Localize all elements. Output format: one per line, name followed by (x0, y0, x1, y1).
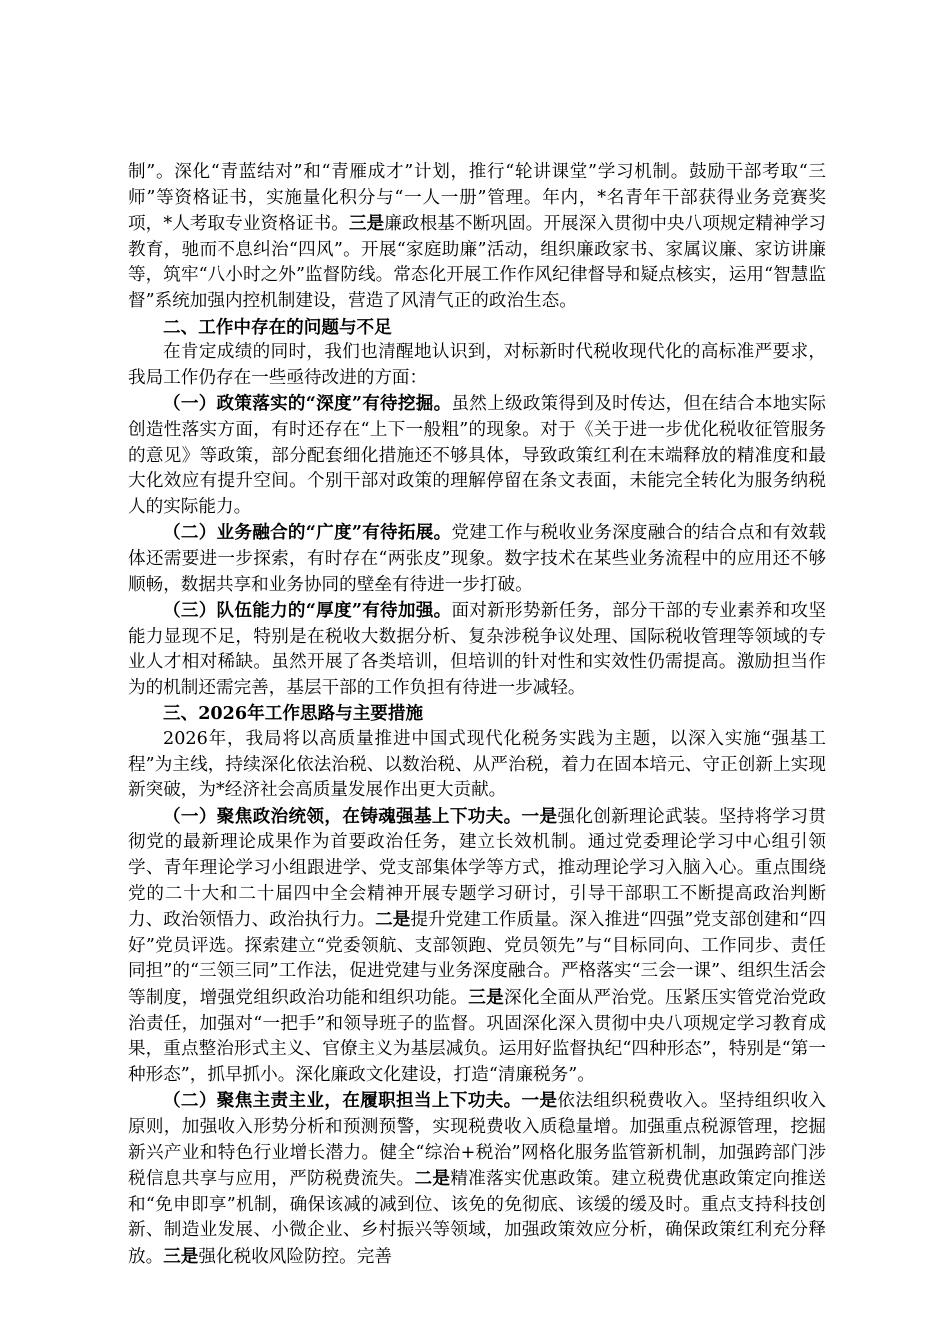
bold-text-run: （一）政策落实的“深度”有待挖掘。 (163, 393, 452, 415)
text-run: 廉政根基不断巩固。开展深入贯彻中央八项规定精神学习教育，驰而不息纠治“四风”。开展“家庭助廉”活动，组织廉政家书、家属议廉、家访讲廉等，筑牢“八小时之外”监督防线。常态化开展工作作风纪律督导和疑点核实，运用“智慧监督”系统加强内控机制建设，营造了风清气正的政治生态。 (128, 214, 826, 311)
document-body (128, 160, 826, 1271)
bold-text-run: （三）队伍能力的“厚度”有待加强。 (163, 600, 452, 622)
text-run: 提升党建工作质量。深入推进“四强”党支部创建和“四好”党员评选。探索建立“党委领航、支部领跑、党员领先”与“目标同向、工作同步、责任同担”的“三领三同”工作法，促进党建与业务深度融合。严格落实“三会一课”、组织生活会等制度，增强党组织政治功能和组织功能。 (128, 910, 826, 1008)
bold-text-run: （二）聚焦主责主业，在履职担当上下功夫。 (163, 1090, 522, 1112)
bold-text-run: 二是 (375, 909, 411, 931)
body-paragraph (128, 804, 826, 1089)
body-paragraph (128, 391, 826, 520)
body-paragraph (128, 340, 826, 391)
text-run: 制”。深化“青蓝结对”和“青雁成才”计划，推行“轮讲课堂”学习机制。鼓励干部考取“三师”等资格证书，实施量化积分与“一人一册”管理。年内，*名青年干部获得业务竞赛奖项，*人考取专业资格证书。 (128, 162, 826, 235)
section-heading (128, 315, 826, 341)
text-run: 虽然上级政策得到及时传达，但在结合本地实际创造性落实方面，有时还存在“上下一般粗”的现象。对于《关于进一步优化税收征管服务的意见》等政策，部分配套细化措施还不够具体，导致政策红利在末端释放的精准度和最大化效应有提升空间。个别干部对政策的理解停留在条文表面，未能完全转化为服务纳税人的实际能力。 (128, 394, 826, 517)
body-paragraph (128, 160, 826, 315)
text-run: 强化税收风险防控。完善 (198, 1246, 392, 1267)
bold-text-run: 二是 (414, 1168, 451, 1190)
text-run: 深化全面从严治党。压紧压实管党治党政治责任，加强对“一把手”和领导班子的监督。巩固深化深入贯彻中央八项规定学习教育成果，重点整治形式主义、官僚主义为基层减负。运用好监督执纪“四种形态”，特别是“第一种形态”，抓早抓小。深化廉政文化建设，打造“清廉税务”。 (128, 988, 826, 1085)
bold-text-run: 三、2026年工作思路与主要措施 (163, 703, 424, 725)
body-paragraph (128, 1088, 826, 1270)
text-run: 依法组织税费收入。坚持组织收入原则，加强收入形势分析和预测预警，实现税费收入质稳量增。加强重点税源管理，挖掘新兴产业和特色行业增长潜力。健全“综治+税治”网格化服务监管新机制，加强跨部门涉税信息共享与应用，严防税费流失。 (128, 1091, 826, 1190)
text-run: 党建工作与税收业务深度融合的结合点和有效载体还需要进一步探索，有时存在“两张皮”现象。数字技术在某些业务流程中的应用还不够顺畅，数据共享和业务协同的壁垒有待进一步打破。 (128, 523, 826, 595)
bold-text-run: 一是 (521, 805, 558, 827)
section-heading (128, 701, 826, 727)
bold-text-run: （一）聚焦政治统领，在铸魂强基上下功夫。 (163, 805, 522, 827)
bold-text-run: 三是 (163, 1245, 199, 1267)
bold-text-run: 三是 (468, 987, 504, 1008)
bold-text-run: 三是 (348, 213, 385, 235)
body-paragraph (128, 727, 826, 804)
bold-text-run: （二）业务融合的“广度”有待拓展。 (163, 522, 452, 544)
text-run: 在肯定成绩的同时，我们也清醒地认识到，对标新时代税收现代化的高标准严要求，我局工作仍存在一些亟待改进的方面： (128, 342, 826, 388)
body-paragraph (128, 598, 826, 701)
text-run: 面对新形势新任务，部分干部的专业素养和攻坚能力显现不足，特别是在税收大数据分析、复杂涉税争议处理、国际税收管理等领域的专业人才相对稀缺。虽然开展了各类培训，但培训的针对性和实效性仍需提高。激励担当作为的机制还需完善，基层干部的工作负担有待进一步减轻。 (128, 601, 826, 698)
bold-text-run: 一是 (521, 1090, 558, 1112)
bold-text-run: 二、工作中存在的问题与不足 (163, 316, 392, 338)
text-run: 强化创新理论武装。坚持将学习贯彻党的最新理论成果作为首要政治任务，建立长效机制。通过党委理论学习中心组引领学、青年理论学习小组跟进学、党支部集体学等方式，推动理论学习入脑入心。重点围绕党的二十大和二十届四中全会精神开展专题学习研讨，引导干部职工不断提高政治判断力、政治领悟力、政治执行力。 (128, 806, 826, 931)
text-run: 精准落实优惠政策。建立税费优惠政策定向推送和“免申即享”机制，确保该减的减到位、该免的免彻底、该缓的缓及时。重点支持科技创新、制造业发展、小微企业、乡村振兴等领域，加强政策效应分析，确保政策红利充分释放。 (128, 1169, 826, 1267)
text-run: 2026年，我局将以高质量推进中国式现代化税务实践为主题，以深入实施“强基工程”为主线，持续深化依法治税、以数治税、从严治税，着力在固本培元、守正创新上实现新突破，为*经济社会高质量发展作出更大贡献。 (128, 729, 826, 801)
body-paragraph (128, 520, 826, 598)
